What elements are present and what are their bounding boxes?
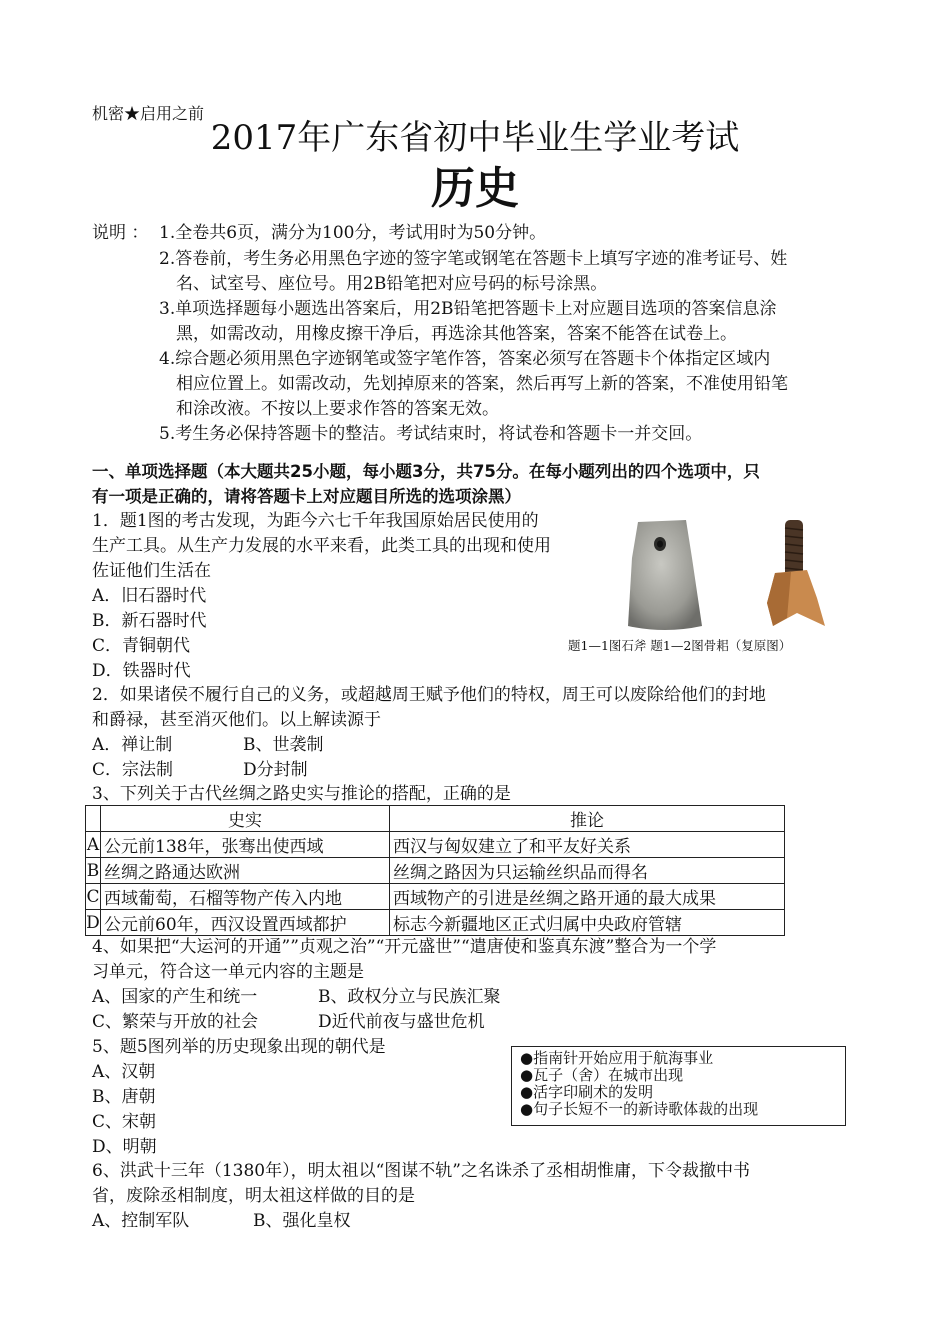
option: B、唐朝 <box>92 1087 156 1107</box>
option: B、强化皇权 <box>253 1211 351 1231</box>
question-text: 3、下列关于古代丝绸之路史实与推论的搭配，正确的是 <box>92 784 511 804</box>
table-row <box>86 884 785 910</box>
table-cell: A <box>86 832 101 858</box>
table-row <box>86 832 785 858</box>
instruction-line: 1.全卷共6页，满分为100分，考试用时为50分钟。 <box>159 223 547 243</box>
question-text: 4、如果把“大运河的开通””贞观之治”“开元盛世”“遣唐使和鉴真东渡”整合为一个学 <box>92 937 717 957</box>
table-cell: 西域葡萄，石榴等物产传入内地 <box>101 884 390 910</box>
option: D近代前夜与盛世危机 <box>318 1012 485 1032</box>
stone-axe-image <box>620 518 710 633</box>
table-cell: B <box>86 858 101 884</box>
subject-title: 历史 <box>431 163 519 214</box>
question-text: 1．题1图的考古发现，为距今六七千年我国原始居民使用的 <box>92 511 539 531</box>
option: D．铁器时代 <box>92 661 191 681</box>
option: C．青铜朝代 <box>92 636 191 656</box>
instruction-line: 5.考生务必保持答题卡的整洁。考试结束时，将试卷和答题卡一并交回。 <box>159 424 703 444</box>
option: B、世袭制 <box>243 735 324 755</box>
exam-title: 2017年广东省初中毕业生学业考试 <box>210 118 740 158</box>
table-cell: 丝绸之路因为只运输丝织品而得名 <box>390 858 785 884</box>
table-row <box>86 910 785 936</box>
comparison-table <box>85 805 785 936</box>
bullet-item: ●瓦子（舍）在城市出现 <box>520 1066 684 1084</box>
option: C、宋朝 <box>92 1112 157 1132</box>
question-text: 生产工具。从生产力发展的水平来看，此类工具的出现和使用 <box>92 536 551 556</box>
option: C、繁荣与开放的社会 <box>92 1012 259 1032</box>
table-cell: 公元前60年，西汉设置西域都护 <box>101 910 390 936</box>
table-row <box>86 858 785 884</box>
question-text: 和爵禄，甚至消灭他们。以上解读源于 <box>92 710 381 730</box>
option: B．新石器时代 <box>92 611 207 631</box>
instruction-line: 3.单项选择题每小题选出答案后，用2B铅笔把答题卡上对应题目选项的答案信息涂 <box>159 299 777 319</box>
question-text: 习单元，符合这一单元内容的主题是 <box>92 962 364 982</box>
instructions-label: 说明 ： <box>92 223 149 243</box>
section-heading: 有一项是正确的，请将答题卡上对应题目所选的选项涂黑） <box>92 487 521 506</box>
table-cell: 西汉与匈奴建立了和平友好关系 <box>390 832 785 858</box>
table-header-row <box>86 806 785 832</box>
bullet-item: ●句子长短不一的新诗歌体裁的出现 <box>520 1100 759 1118</box>
instruction-line: 名、试室号、座位号。用2B铅笔把对应号码的标号涂黑。 <box>176 274 608 294</box>
instruction-line: 和涂改液。不按以上要求作答的答案无效。 <box>176 399 499 419</box>
question-text: 2．如果诸侯不履行自己的义务，或超越周王赋予他们的特权，周王可以废除给他们的封地 <box>92 685 766 705</box>
bullet-item: ●指南针开始应用于航海事业 <box>520 1049 714 1067</box>
instruction-line: 相应位置上。如需改动，先划掉原来的答案，然后再写上新的答案，不准使用铅笔 <box>176 374 788 394</box>
option: D、明朝 <box>92 1137 157 1157</box>
table-cell: 丝绸之路通达欧洲 <box>101 858 390 884</box>
question-text: 6、洪武十三年（1380年），明太祖以“图谋不轨”之名诛杀了丞相胡惟庸，下令裁撤中书 <box>92 1161 750 1181</box>
instruction-line: 4.综合题必须用黑色字迹钢笔或签字笔作答，答案必须写在答题卡个体指定区域内 <box>159 349 771 369</box>
figure-box <box>511 1046 846 1126</box>
option: C．宗法制 <box>92 760 174 780</box>
bone-spade-image <box>745 518 835 633</box>
table-header: 史实 <box>101 806 390 832</box>
instruction-line: 黑，如需改动，用橡皮擦干净后，再选涂其他答案，答案不能答在试卷上。 <box>176 324 737 344</box>
table-cell: D <box>86 910 101 936</box>
option: A．旧石器时代 <box>92 586 207 606</box>
question-text: 省，废除丞相制度，明太祖这样做的目的是 <box>92 1186 415 1206</box>
instruction-line: 2.答卷前，考生务必用黑色字迹的签字笔或钢笔在答题卡上填写字迹的准考证号、姓 <box>159 249 788 269</box>
table-cell: C <box>86 884 101 910</box>
table-header: 推论 <box>390 806 785 832</box>
confidential-label: 机密★启用之前 <box>92 104 205 123</box>
table-cell: 标志今新疆地区正式归属中央政府管辖 <box>390 910 785 936</box>
option: A、控制军队 <box>92 1211 190 1231</box>
option: D分封制 <box>243 760 308 780</box>
table-cell <box>86 806 101 832</box>
question-text: 佐证他们生活在 <box>92 561 211 581</box>
bullet-item: ●活字印刷术的发明 <box>520 1083 654 1101</box>
option: B、政权分立与民族汇聚 <box>318 987 501 1007</box>
question-text: 5、题5图列举的历史现象出现的朝代是 <box>92 1037 386 1057</box>
option: A、汉朝 <box>92 1062 156 1082</box>
table-cell: 西域物产的引进是丝绸之路开通的最大成果 <box>390 884 785 910</box>
table-cell: 公元前138年，张骞出使西域 <box>101 832 390 858</box>
option: A、国家的产生和统一 <box>92 987 258 1007</box>
section-heading: 一、单项选择题（本大题共25小题，每小题3分，共75分。在每小题列出的四个选项中，只 <box>92 462 760 481</box>
figure-caption: 题1—1图石斧 题1—2图骨耜（复原图） <box>568 638 792 653</box>
option: A．禅让制 <box>92 735 173 755</box>
